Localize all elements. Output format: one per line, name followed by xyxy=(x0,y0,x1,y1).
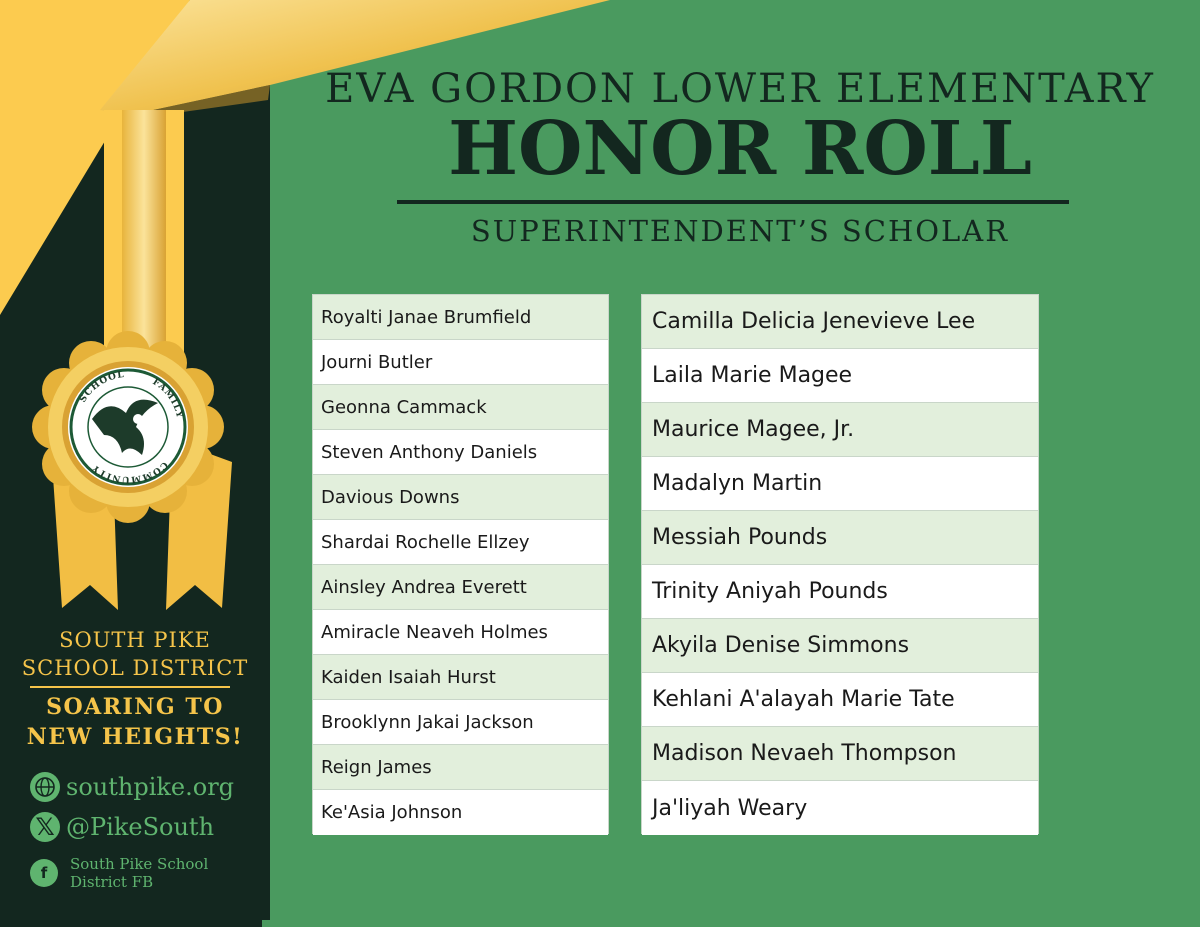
table-row: Reign James xyxy=(313,745,608,790)
table-row: Laila Marie Magee xyxy=(642,349,1038,403)
district-line-1: SOUTH PIKE xyxy=(59,628,211,652)
facebook-link[interactable] xyxy=(30,855,208,891)
table-row: Madalyn Martin xyxy=(642,457,1038,511)
slogan-line-1: SOARING TO xyxy=(46,694,224,720)
table-row: Ja'liyah Weary xyxy=(642,781,1038,835)
website-text: southpike.org xyxy=(66,773,235,801)
table-row: Kaiden Isaiah Hurst xyxy=(313,655,608,700)
award-category: SUPERINTENDENT’S SCHOLAR xyxy=(470,214,1010,248)
table-row: Maurice Magee, Jr. xyxy=(642,403,1038,457)
table-row: Journi Butler xyxy=(313,340,608,385)
page-title: HONOR ROLL xyxy=(448,106,1032,192)
title-divider xyxy=(397,200,1069,204)
names-table-left xyxy=(312,294,609,834)
school-seal-eagle-icon xyxy=(48,347,208,507)
slogan xyxy=(0,692,270,752)
table-row: Camilla Delicia Jenevieve Lee xyxy=(642,295,1038,349)
table-row: Trinity Aniyah Pounds xyxy=(642,565,1038,619)
table-row: Royalti Janae Brumfield xyxy=(313,295,608,340)
table-row: Geonna Cammack xyxy=(313,385,608,430)
globe-icon xyxy=(30,772,60,802)
facebook-icon: f xyxy=(30,859,58,887)
facebook-text xyxy=(70,855,208,891)
table-row: Brooklynn Jakai Jackson xyxy=(313,700,608,745)
table-row: Steven Anthony Daniels xyxy=(313,430,608,475)
facebook-line-2: District FB xyxy=(70,873,154,891)
svg-text:COMMUNITY: COMMUNITY xyxy=(90,459,170,485)
table-row: Akyila Denise Simmons xyxy=(642,619,1038,673)
school-name: EVA GORDON LOWER ELEMENTARY xyxy=(325,66,1155,112)
table-row: Davious Downs xyxy=(313,475,608,520)
facebook-line-1: South Pike School xyxy=(70,855,209,873)
sidebar-corner xyxy=(262,920,272,927)
svg-text:SCHOOL: SCHOOL xyxy=(78,370,126,405)
district-line-2: SCHOOL DISTRICT xyxy=(21,656,249,680)
table-row: Kehlani A'alayah Marie Tate xyxy=(642,673,1038,727)
twitter-handle: @PikeSouth xyxy=(66,813,215,841)
district-name xyxy=(0,626,270,682)
table-row: Ke'Asia Johnson xyxy=(313,790,608,835)
slogan-line-2: NEW HEIGHTS! xyxy=(26,724,244,750)
website-link[interactable] xyxy=(30,772,234,802)
svg-text:FAMILY: FAMILY xyxy=(150,377,185,420)
table-row: Shardai Rochelle Ellzey xyxy=(313,520,608,565)
twitter-link[interactable] xyxy=(30,812,214,842)
table-row: Madison Nevaeh Thompson xyxy=(642,727,1038,781)
divider xyxy=(30,686,230,688)
table-row: Ainsley Andrea Everett xyxy=(313,565,608,610)
table-row: Amiracle Neaveh Holmes xyxy=(313,610,608,655)
table-row: Messiah Pounds xyxy=(642,511,1038,565)
x-logo-icon: 𝕏 xyxy=(30,812,60,842)
names-table-right xyxy=(641,294,1039,834)
